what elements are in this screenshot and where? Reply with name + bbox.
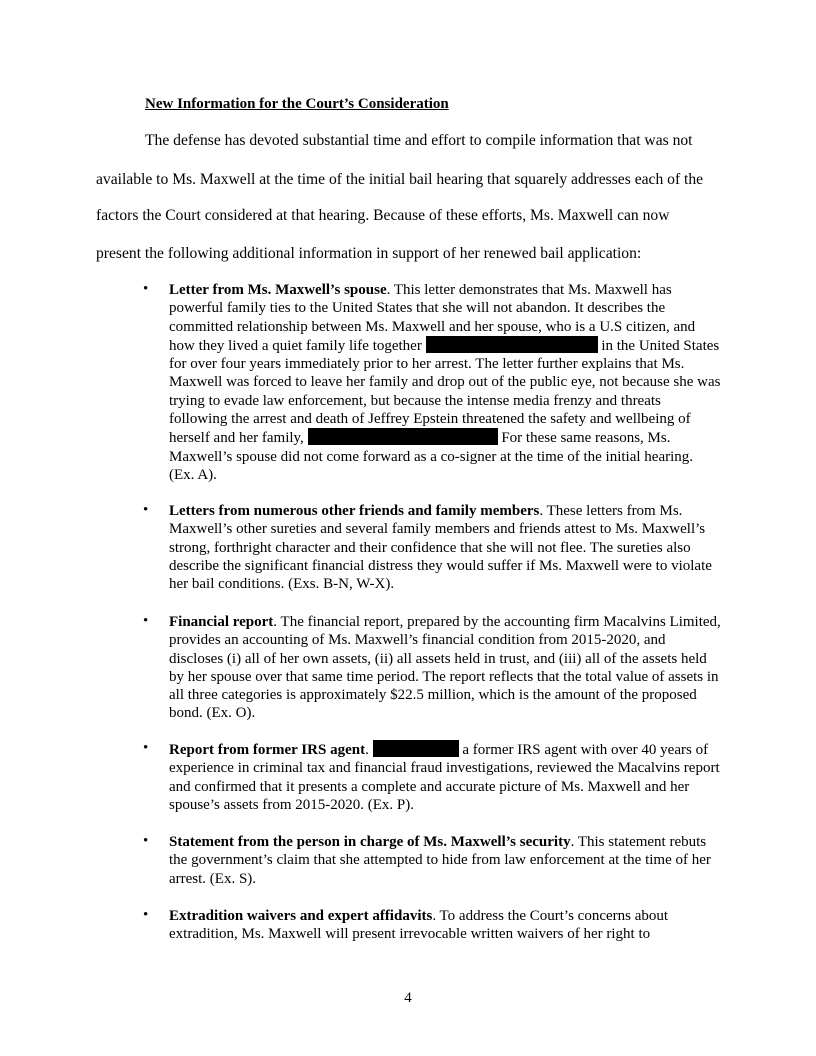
intro-line-1: The defense has devoted substantial time and effort to compile information that was not bbox=[145, 132, 693, 149]
bullet-marker: • bbox=[143, 907, 149, 923]
list-item-spouse-letter bbox=[169, 281, 721, 484]
bullet-marker: • bbox=[143, 740, 149, 756]
list-item-extradition-waivers bbox=[169, 907, 721, 944]
page-number: 4 bbox=[404, 990, 412, 1006]
bullet-marker: • bbox=[143, 613, 149, 629]
item-text: . This statement rebuts the government’s claim that she attempted to hide from law enforcement at the time of her arrest. (Ex. S). bbox=[169, 834, 711, 887]
item-text: in the United States for over four years immediately prior to her arrest. The letter further explains that Ms. Maxwell was forced to leave her family and drop out of the public eye, not because she was trying to evade law enforcement, but because the intense media frenzy and threats following the arrest and death of Jeffrey Epstein threatened the safety and wellbeing of herself and her family, bbox=[169, 337, 721, 447]
item-text: For these same reasons, Ms. Maxwell’s spouse did not come forward as a co-signer at the time of the initial hearing. (Ex. A). bbox=[169, 430, 694, 483]
item-text: . To address the Court’s concerns about extradition, Ms. Maxwell will present irrevocable written waivers of her right to bbox=[169, 908, 669, 943]
bullet-marker: • bbox=[143, 281, 149, 297]
list-item-financial-report bbox=[169, 613, 721, 723]
bullet-marker: • bbox=[143, 502, 149, 518]
item-text: . bbox=[365, 742, 369, 758]
item-title: Letter from Ms. Maxwell’s spouse bbox=[169, 282, 387, 298]
redaction-box bbox=[426, 336, 598, 353]
redaction-box bbox=[308, 428, 498, 445]
list-item-security-statement bbox=[169, 833, 721, 888]
intro-line-2: available to Ms. Maxwell at the time of the initial bail hearing that squarely addresses each of the bbox=[96, 171, 704, 188]
item-text: . These letters from Ms. Maxwell’s other sureties and several family members and friends attest to Ms. Maxwell’s strong, forthright character and their confidence that she will not flee. The sureties also describe the significant financial distress they would suffer if Ms. Maxwell were to violate her bail conditions. (Exs. B-N, W-X). bbox=[169, 503, 712, 593]
intro-line-4: present the following additional information in support of her renewed bail application: bbox=[96, 245, 642, 262]
item-title: Financial report bbox=[169, 614, 274, 630]
intro-line-3: factors the Court considered at that hearing. Because of these efforts, Ms. Maxwell can now bbox=[96, 207, 670, 224]
bullet-marker: • bbox=[143, 833, 149, 849]
item-title: Statement from the person in charge of Ms. Maxwell’s security bbox=[169, 834, 571, 850]
item-text: a former IRS agent with over 40 years of experience in criminal tax and financial fraud investigations, reviewed the Macalvins report and confirmed that it presents a complete and accurate picture of Ms. Maxwell and her spouse’s assets from 2015-2020. (Ex. P). bbox=[169, 742, 720, 813]
item-title: Letters from numerous other friends and family members bbox=[169, 503, 540, 519]
item-text: . The financial report, prepared by the accounting firm Macalvins Limited, provides an accounting of Ms. Maxwell’s financial condition from 2015-2020, and discloses (i) all of her own assets, (ii) all assets held in trust, and (iii) all of the assets held by her spouse over that same time period. The report reflects that the total value of assets in all three categories is approximately $22.5 million, which is the amount of the proposed bond. (Ex. O). bbox=[169, 614, 721, 722]
item-title: Extradition waivers and expert affidavits bbox=[169, 908, 433, 924]
list-item-irs-report bbox=[169, 740, 721, 814]
list-item-family-letters bbox=[169, 502, 721, 593]
redaction-box bbox=[373, 740, 459, 757]
item-title: Report from former IRS agent bbox=[169, 742, 366, 758]
item-text: . This letter demonstrates that Ms. Maxwell has powerful family ties to the United States that she will not abandon. It describes the committed relationship between Ms. Maxwell and her spouse, who is a U.S citizen, and how they lived a quiet family life together bbox=[169, 282, 696, 354]
section-heading: New Information for the Court’s Consideration bbox=[145, 96, 449, 112]
